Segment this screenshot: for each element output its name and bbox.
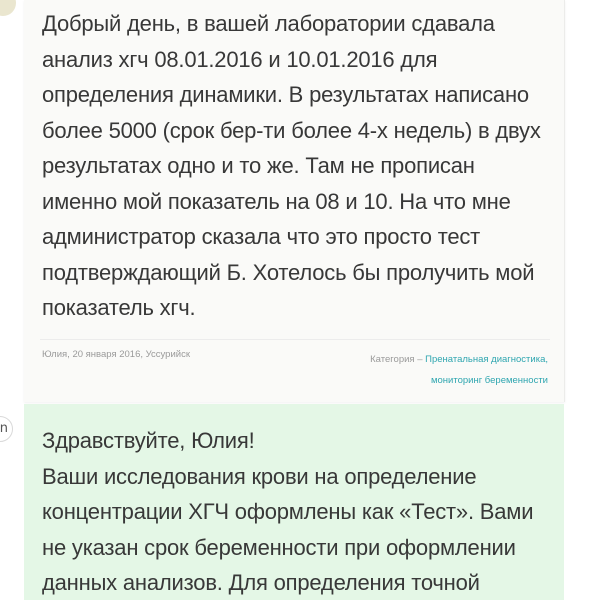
question-category xyxy=(308,349,548,391)
category-prefix: Категория – xyxy=(370,354,426,365)
answer-greeting: Здравствуйте, Юлия! xyxy=(42,428,255,453)
question-author: Юлия, 20 января 2016, Уссурийск xyxy=(42,349,190,360)
answer-text xyxy=(42,423,557,601)
question-card xyxy=(24,0,565,402)
avatar xyxy=(0,416,13,442)
category-link-prenatal[interactable]: Пренатальная диагностика, xyxy=(425,354,548,365)
meta-divider xyxy=(40,339,550,340)
answer-card xyxy=(24,404,564,600)
answer-body: Ваши исследования крови на определение концентрации ХГЧ оформлены как «Тест». Вами не указан срок беременности при оформлении данных анализов. Для определения точной xyxy=(42,463,534,595)
question-text: Добрый день, в вашей лаборатории сдавала анализ хгч 08.01.2016 и 10.01.2016 для определения динамики. В результатах написано более 5000 (срок бер-ти более 4-х недель) в двух результатах одно и то же. Там не прописан именно мой показатель на 08 и 10. На что мне администратор сказала что это просто тест подтверждающий Б. Хотелось бы пролучить мой показатель хгч. xyxy=(42,11,541,320)
question-bubble-icon xyxy=(0,0,24,26)
avatar-letter: n xyxy=(0,421,8,436)
page-margin xyxy=(580,0,602,600)
category-link-monitoring[interactable]: мониторинг беременности xyxy=(430,375,548,386)
